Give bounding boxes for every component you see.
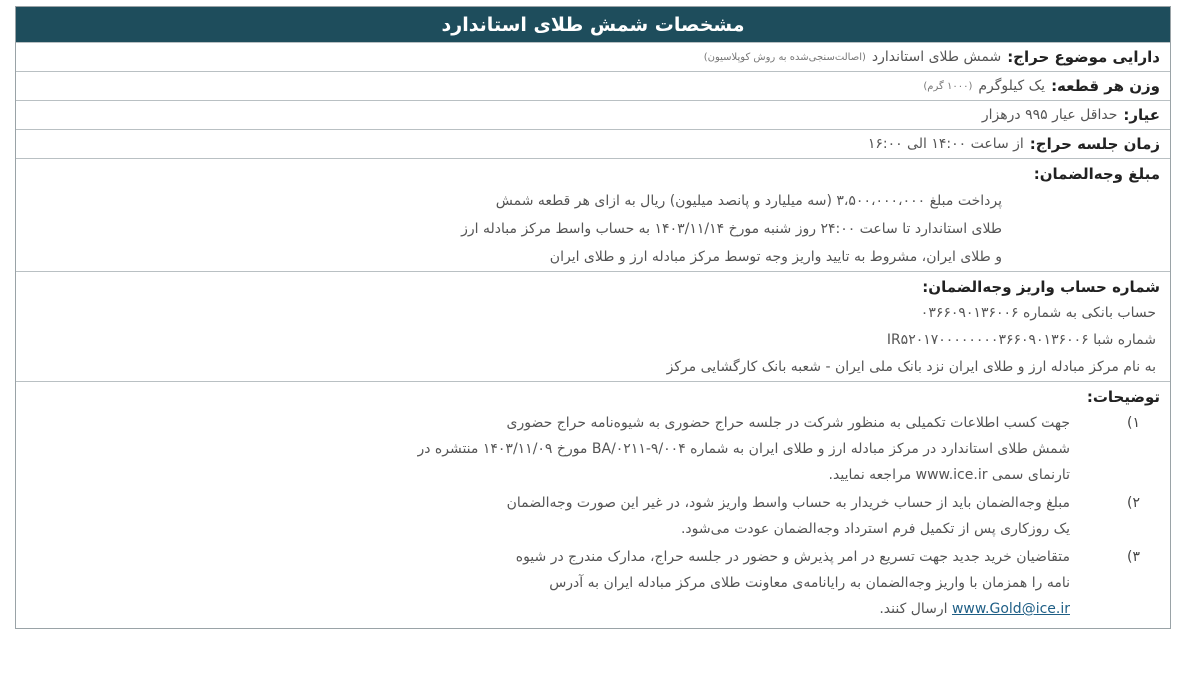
purity-label: عیار: [1123, 106, 1160, 124]
gold-email-link[interactable]: www.Gold@ice.ir [951, 601, 1070, 617]
session-value: از ساعت ۱۴:۰۰ الی ۱۶:۰۰ [867, 136, 1024, 152]
account-number: حساب بانکی به شماره ۰۳۶۶۰۹۰۱۳۶۰۰۶ [920, 305, 1156, 321]
account-title: شماره حساب واریز وجه‌الضمان: [922, 278, 1160, 296]
asset-note: (اصالت‌سنجی‌شده به روش کوپلاسیون) [703, 51, 866, 63]
note-line: متقاضیان خرید جدید جهت تسریع در امر پذیرش و حضور در جلسه حراج، مدارک مندرج در شیوه [515, 549, 1070, 565]
note-number: ۲) [1127, 495, 1140, 511]
note-body [267, 410, 1070, 488]
account-section [16, 271, 1170, 381]
session-label: زمان جلسه حراج: [1029, 135, 1160, 153]
weight-note: (۱۰۰۰ گرم) [923, 80, 973, 92]
note-item [26, 410, 1160, 488]
weight-label: وزن هر قطعه: [1051, 77, 1160, 95]
note-line: شمش طلای استاندارد در مرکز مبادله ارز و طلای ایران به شماره BA/۰۲۱۱-۹/۰۰۴ مورخ ۱۴۰۳/۱۱/۰۹ منتشره در [417, 441, 1070, 457]
account-holder: به نام مرکز مبادله ارز و طلای ایران نزد بانک ملی ایران - شعبه بانک کارگشایی مرکز [666, 359, 1156, 375]
asset-label: دارایی موضوع حراج: [1007, 48, 1160, 66]
notes-title: توضیحات: [1086, 388, 1160, 406]
note-item [26, 490, 1160, 542]
page-title: مشخصات شمش طلای استاندارد [16, 7, 1170, 42]
weight-value: یک کیلوگرم [978, 78, 1046, 94]
note-line: نامه را همزمان با واریز وجه‌الضمان به رایانامه‌ی معاونت طلای مرکز مبادله ایران به آدرس [549, 575, 1070, 591]
deposit-title: مبلغ وجه‌الضمان: [1033, 165, 1160, 183]
iban-number: شماره شبا IR۵۲۰۱۷۰۰۰۰۰۰۰۰۳۶۶۰۹۰۱۳۶۰۰۶ [886, 332, 1156, 348]
asset-row [16, 42, 1170, 71]
notes-section [16, 381, 1170, 628]
note-body [357, 490, 1070, 542]
note-line: یک روزکاری پس از تکمیل فرم استرداد وجه‌الضمان عودت می‌شود. [680, 521, 1070, 537]
note-number: ۳) [1127, 549, 1140, 565]
note-line-last [516, 596, 1070, 622]
note-line: مبلغ وجه‌الضمان باید از حساب خریدار به حساب واسط واریز شود، در غیر این صورت وجه‌الضمان [506, 495, 1070, 511]
deposit-section [16, 158, 1170, 271]
note-last-text: ارسال کنند. [879, 601, 948, 617]
note-line: جهت کسب اطلاعات تکمیلی به منظور شرکت در جلسه حراج حضوری به شیوه‌نامه حراج حضوری [506, 415, 1070, 431]
weight-row [16, 71, 1170, 100]
session-row [16, 129, 1170, 158]
purity-row [16, 100, 1170, 129]
note-item [26, 544, 1160, 622]
note-line: تارنمای سمی www.ice.ir مراجعه نمایید. [828, 467, 1070, 483]
note-body [366, 544, 1070, 622]
deposit-line: طلای استاندارد تا ساعت ۲۴:۰۰ روز شنبه مورخ ۱۴۰۳/۱۱/۱۴ به حساب واسط مرکز مبادله ارز [461, 221, 1002, 237]
deposit-line: و طلای ایران، مشروط به تایید واریز وجه توسط مرکز مبادله ارز و طلای ایران [549, 249, 1002, 265]
note-number: ۱) [1127, 415, 1140, 431]
gold-bar-spec-document [15, 6, 1171, 629]
purity-value: حداقل عیار ۹۹۵ درهزار [981, 107, 1118, 123]
asset-value: شمش طلای استاندارد [871, 49, 1002, 65]
deposit-line: پرداخت مبلغ ۳،۵۰۰،۰۰۰،۰۰۰ (سه میلیارد و پانصد میلیون) ریال به ازای هر قطعه شمش [495, 193, 1002, 209]
